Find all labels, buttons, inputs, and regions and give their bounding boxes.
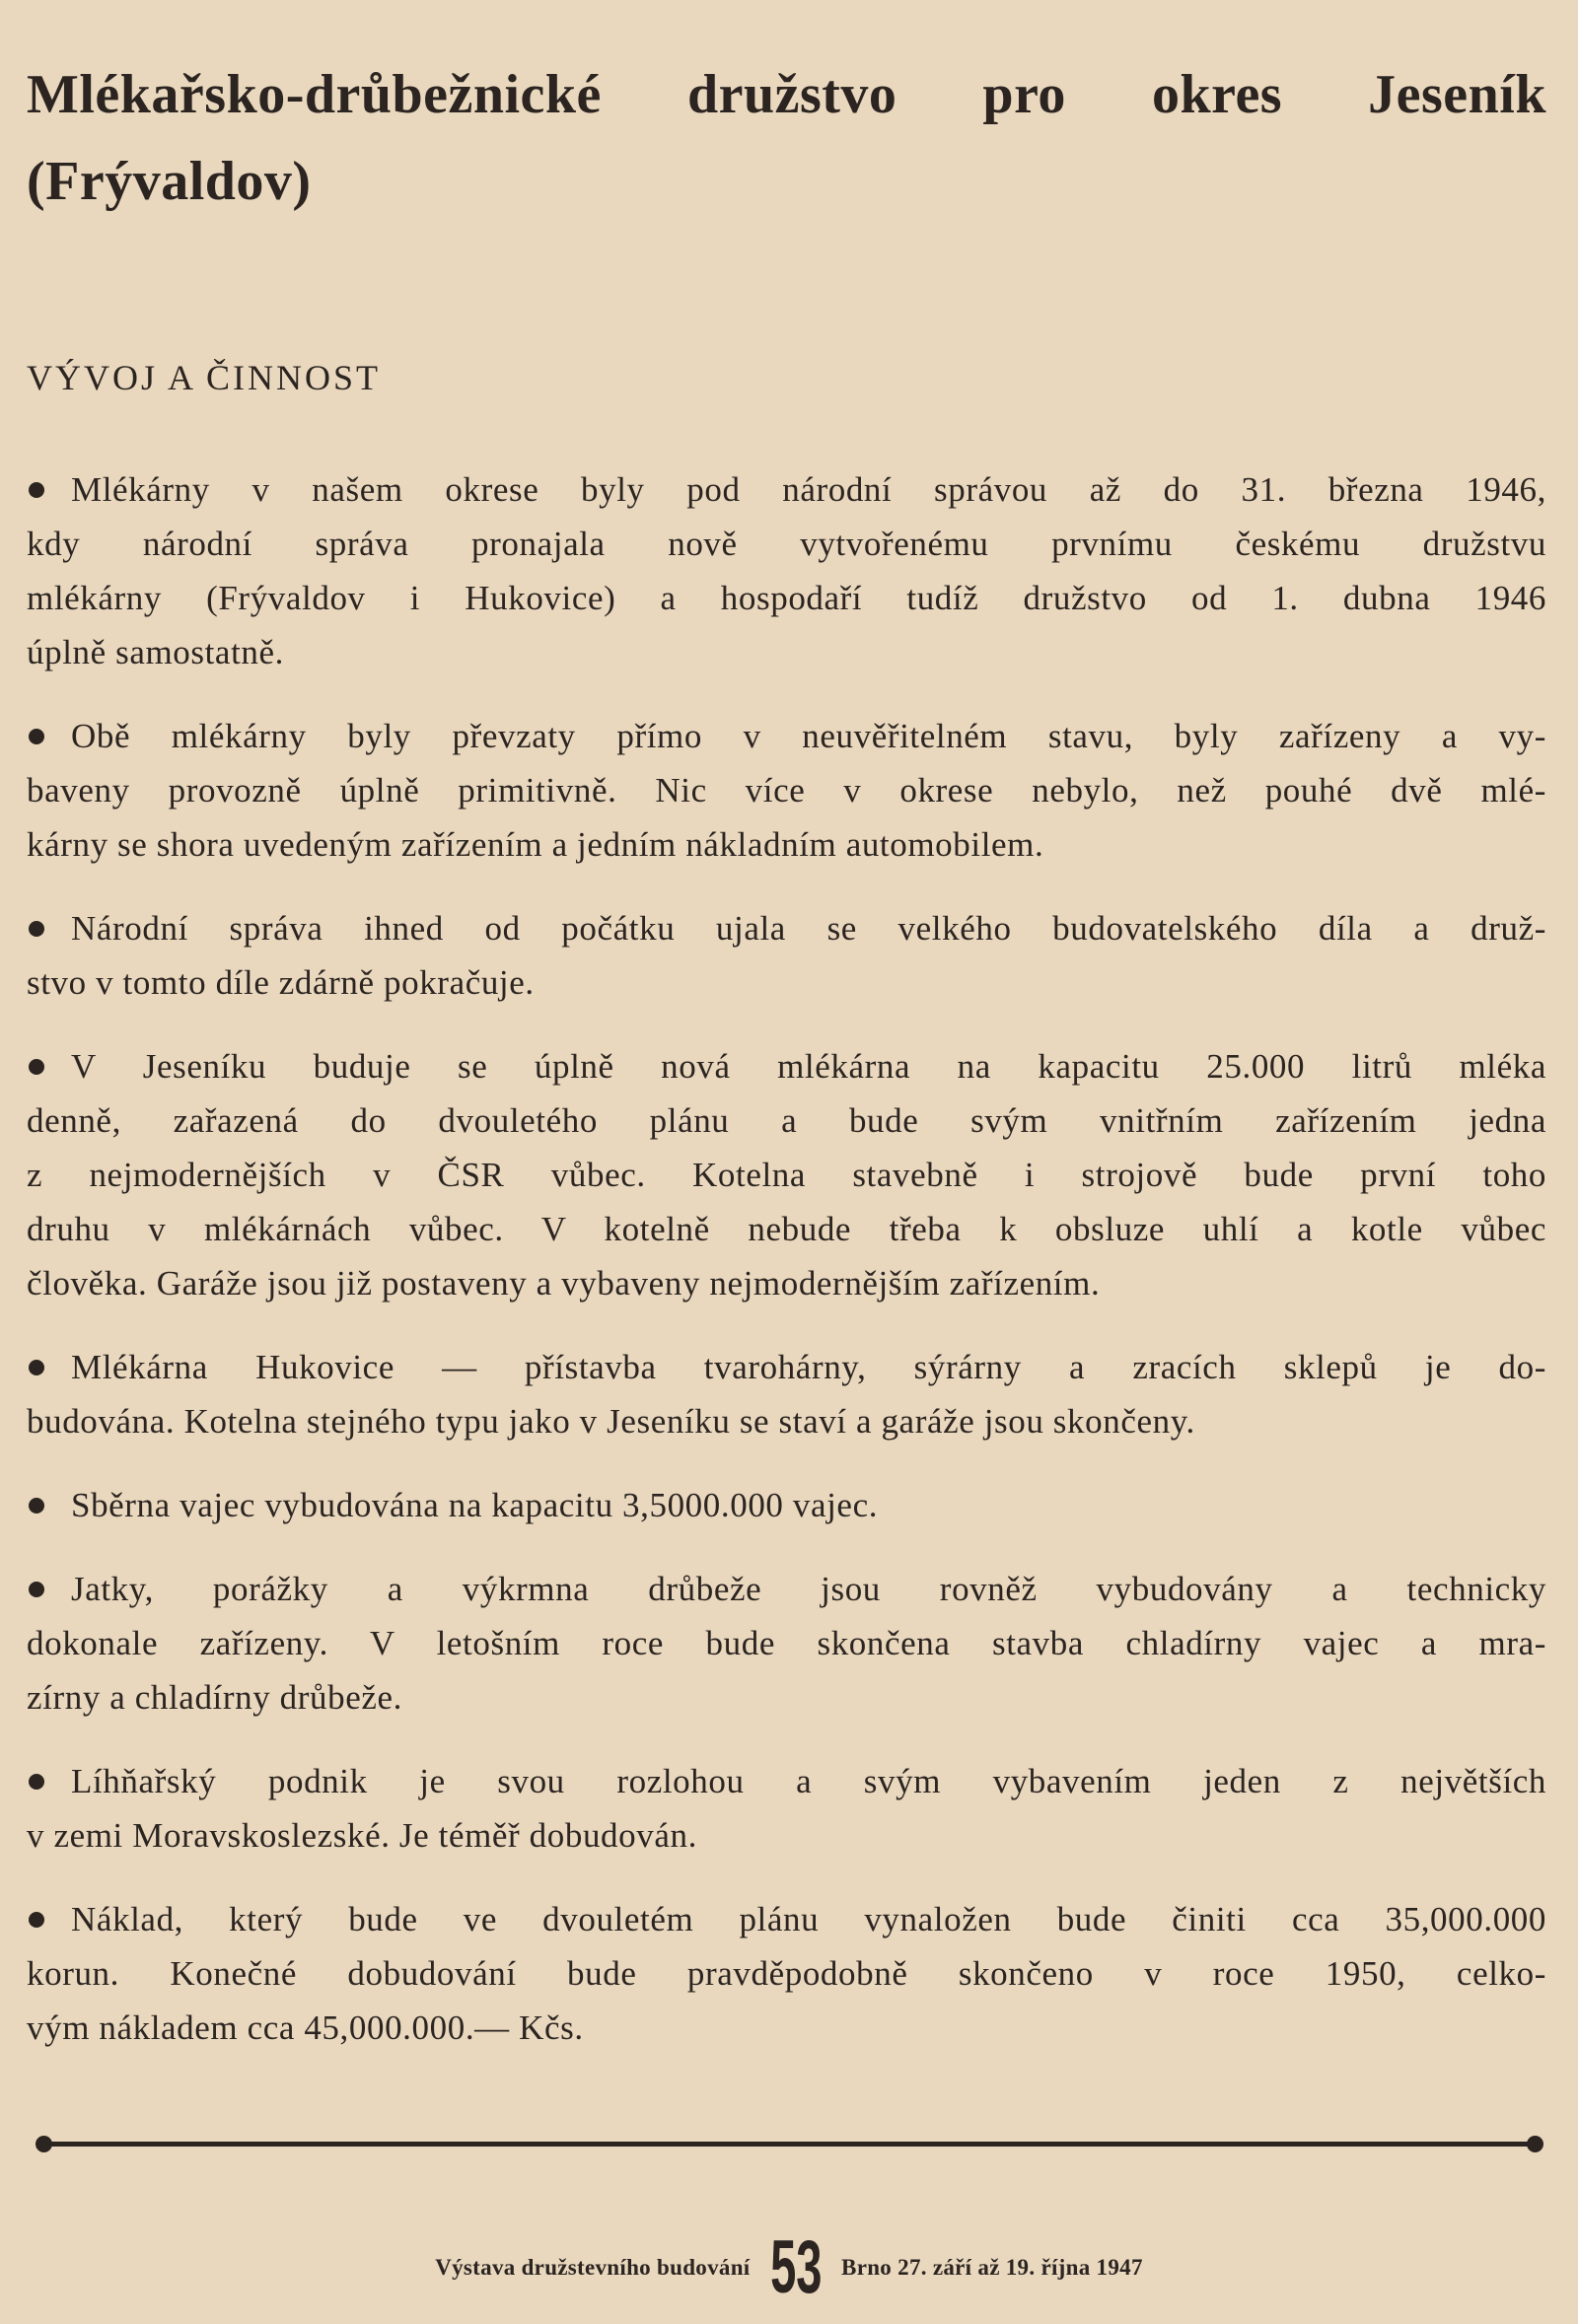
divider-rule [39,2142,1537,2147]
bullet-icon [29,1498,44,1514]
line-text: kdy národní správa pronajala nově vytvořenému prvnímu českému družstvu [27,525,1546,563]
paragraph-line [27,1340,1546,1394]
article-body [27,462,1546,2084]
paragraph-line [27,1892,1546,1946]
line-text: Mlékárny v našem okrese byly pod národní správou až do 31. března 1946, [71,470,1546,509]
bullet-paragraph [27,1754,1546,1863]
page-title [27,51,1546,225]
rule-end-dot-right [1527,2136,1543,2152]
line-text: Náklad, který bude ve dvouletém plánu vynaložen bude činiti cca 35,000.000 [71,1900,1546,1938]
paragraph-line [27,1808,1546,1863]
section-heading: VÝVOJ A ČINNOST [27,358,382,397]
line-text: Národní správa ihned od počátku ujala se velkého budovatelského díla a druž- [71,909,1546,948]
line-text: V Jeseníku buduje se úplně nová mlékárna na kapacitu 25.000 litrů mléka [71,1047,1546,1086]
bullet-icon [29,1774,44,1790]
paragraph-line [27,462,1546,517]
line-text: z nejmodernějších v ČSR vůbec. Kotelna stavebně i strojově bude první toho [27,1156,1546,1194]
title-line-1: Mlékařsko-drůbežnické družstvo pro okres Jeseník [27,64,1546,125]
line-text: Jatky, porážky a výkrmna drůbeže jsou rovněž vybudovány a technicky [71,1570,1546,1608]
page-footer [0,2225,1578,2309]
bullet-icon [29,1360,44,1375]
paragraph-line [27,1616,1546,1670]
bullet-icon [29,482,44,498]
title-line-2: (Frývaldov) [27,151,312,212]
bullet-icon [29,1912,44,1928]
page-number: 53 [769,2225,822,2309]
paragraph-line [27,1754,1546,1808]
line-text: úplně samostatně. [27,633,284,671]
bullet-paragraph [27,1478,1546,1532]
paragraph-line [27,517,1546,571]
paragraph-line [27,1478,1546,1532]
footer-place-date: Brno 27. září až 19. října 1947 [841,2255,1143,2280]
paragraph-line [27,1394,1546,1448]
line-text: Líhňařský podnik je svou rozlohou a svým vybavením jeden z největších [71,1762,1546,1800]
line-text: Obě mlékárny byly převzaty přímo v neuvěřitelném stavu, byly zařízeny a vy- [71,717,1546,755]
bullet-paragraph [27,462,1546,679]
line-text: v zemi Moravskoslezské. Je téměř dobudován. [27,1816,697,1855]
paragraph-line [27,901,1546,955]
line-text: zírny a chladírny drůbeže. [27,1678,402,1717]
footer-exhibition-name: Výstava družstevního budování [435,2255,751,2280]
bullet-paragraph [27,1892,1546,2055]
line-text: Mlékárna Hukovice — přístavba tvarohárny, sýrárny a zracích sklepů je do- [71,1348,1546,1386]
bullet-icon [29,921,44,937]
paragraph-line [27,1562,1546,1616]
bullet-paragraph [27,1039,1546,1310]
line-text: denně, zařazená do dvouletého plánu a bude svým vnitřním zařízením jedna [27,1101,1546,1140]
line-text: korun. Konečné dobudování bude pravděpodobně skončeno v roce 1950, celko- [27,1954,1546,1993]
paragraph-line [27,1039,1546,1093]
paragraph-line [27,625,1546,679]
line-text: mlékárny (Frývaldov i Hukovice) a hospodaří tudíž družstvo od 1. dubna 1946 [27,579,1546,617]
bullet-paragraph [27,901,1546,1010]
bullet-icon [29,1582,44,1597]
line-text: druhu v mlékárnách vůbec. V kotelně nebude třeba k obsluze uhlí a kotle vůbec [27,1210,1546,1248]
paragraph-line [27,1148,1546,1202]
paragraph-line [27,2001,1546,2055]
line-text: člověka. Garáže jsou již postaveny a vybaveny nejmodernějším zařízením. [27,1264,1101,1303]
bullet-icon [29,729,44,744]
line-text: kárny se shora uvedeným zařízením a jedním nákladním automobilem. [27,825,1044,864]
paragraph-line [27,1256,1546,1310]
paragraph-line [27,1670,1546,1725]
paragraph-line [27,817,1546,872]
bullet-icon [29,1059,44,1075]
line-text: stvo v tomto díle zdárně pokračuje. [27,963,535,1002]
paragraph-line [27,955,1546,1010]
paragraph-line [27,763,1546,817]
paragraph-line [27,1946,1546,2001]
line-text: budována. Kotelna stejného typu jako v Jeseníku se staví a garáže jsou skončeny. [27,1402,1195,1441]
bullet-paragraph [27,1562,1546,1725]
line-text: dokonale zařízeny. V letošním roce bude skončena stavba chladírny vajec a mra- [27,1624,1546,1662]
paragraph-line [27,709,1546,763]
paragraph-line [27,1202,1546,1256]
bullet-paragraph [27,1340,1546,1448]
line-text: vým nákladem cca 45,000.000.— Kčs. [27,2008,584,2047]
paragraph-line [27,1093,1546,1148]
bullet-paragraph [27,709,1546,872]
line-text: baveny provozně úplně primitivně. Nic více v okrese nebylo, než pouhé dvě mlé- [27,771,1546,810]
line-text: Sběrna vajec vybudována na kapacitu 3,5000.000 vajec. [71,1486,879,1524]
paragraph-line [27,571,1546,625]
